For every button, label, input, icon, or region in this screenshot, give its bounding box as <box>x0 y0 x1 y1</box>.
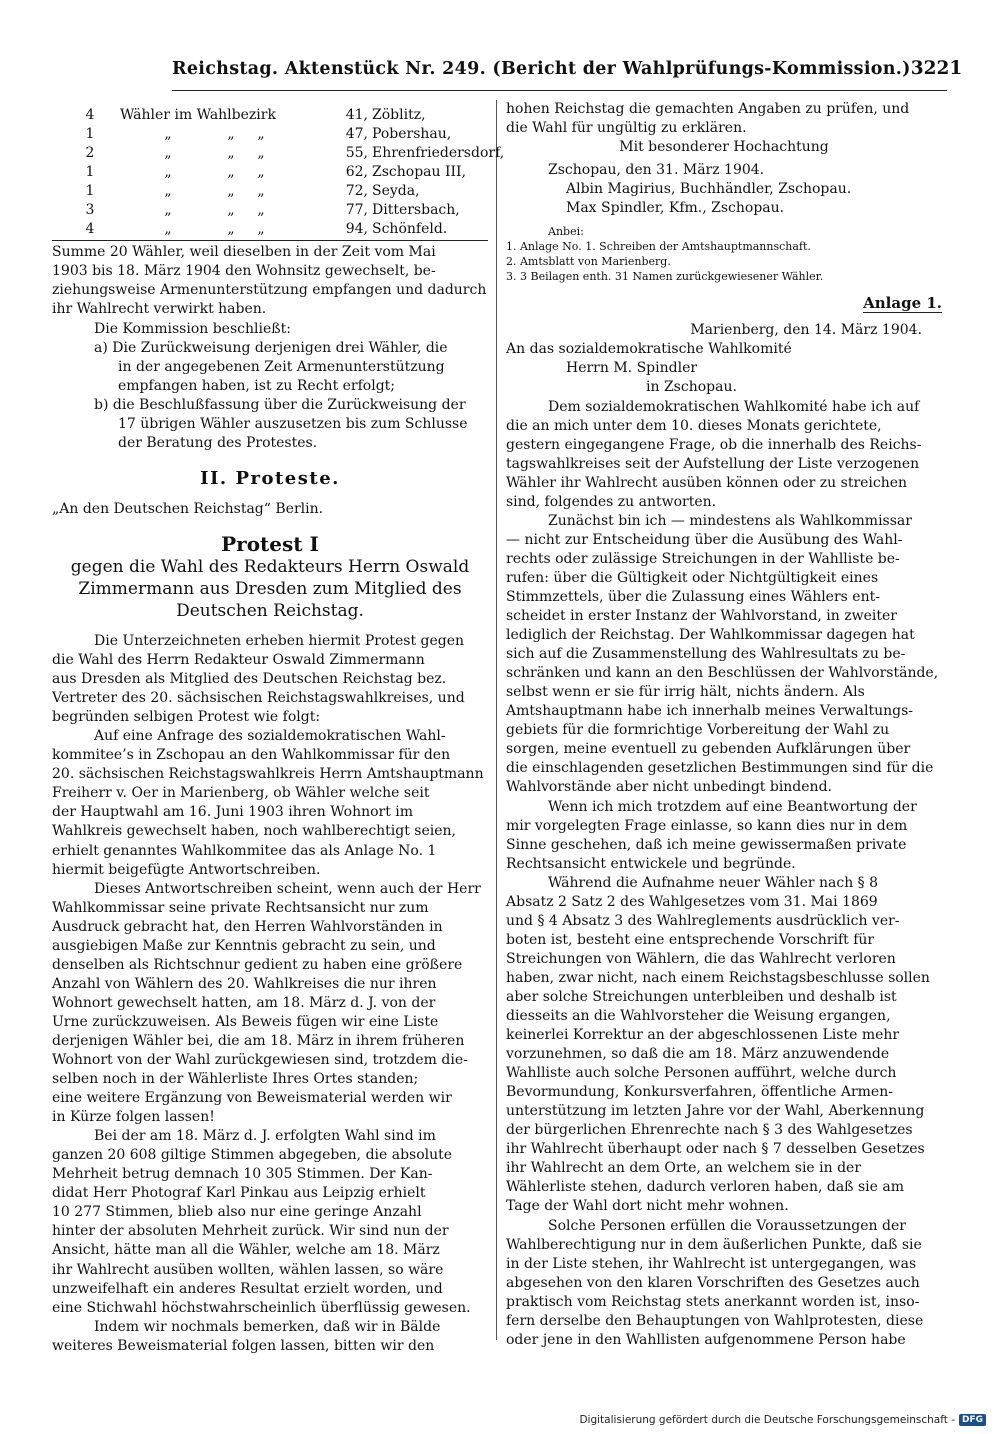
ditto-mark: „ <box>227 202 235 219</box>
voter-count: 4 <box>85 107 95 123</box>
text-line: Während die Aufnahme neuer Wähler nach § 8 <box>548 874 879 891</box>
text-line: abgesehen von den klaren Vorschriften des Gesetzes auch <box>506 1274 920 1291</box>
text-line: die Wahl für ungültig zu erklären. <box>506 120 747 137</box>
anlage-label-text: Anlage 1. <box>863 294 942 313</box>
text-line: tagswahlkreises seit der Aufstellung der Liste verzogenen <box>506 455 920 472</box>
text-line: erhielt genanntes Wahlkommitee das als Anlage No. 1 <box>52 842 437 859</box>
text-line: eine weitere Ergänzung von Beweismaterial werden wir <box>52 1090 452 1107</box>
right-column <box>506 100 942 1350</box>
footer-credit <box>579 1412 986 1428</box>
voter-text: „ <box>164 221 172 238</box>
text-line: Rechtsansicht entwickele und begründe. <box>506 855 796 872</box>
text-line: Ausdruck gebracht hat, den Herren Wahlvorständen in <box>52 918 443 935</box>
text-line: kommitee’s in Zschopau an den Wahlkommissar für den <box>52 747 451 764</box>
text-line: Stimmzettels, über die Zulassung eines Wählers ent- <box>506 588 880 605</box>
text-line: Zunächst bin ich — mindestens als Wahlkommissar <box>548 512 912 529</box>
ditto-mark: „ <box>227 183 235 200</box>
text-line: 2. Amtsblatt von Marienberg. <box>506 255 671 269</box>
ditto-mark: „ <box>257 202 265 219</box>
text-line: Wahlberechtigung nur in dem äußerlichen Punkte, daß sie <box>506 1236 922 1253</box>
text-line: Mehrheit betrug demnach 10 305 Stimmen. Der Kan- <box>52 1166 433 1183</box>
district-place: Dittersbach, <box>372 202 460 219</box>
right-intro <box>506 100 942 138</box>
dfg-logo: DFG <box>959 1414 986 1426</box>
text-line: diesseits an die Wahlvorsteher die Weisung ergangen, <box>506 1008 891 1025</box>
voter-table <box>52 106 505 241</box>
text-line: Max Spindler, Kfm., Zschopau. <box>566 200 785 217</box>
ditto-mark <box>216 106 246 125</box>
text-line: derjenigen Wähler bei, die am 18. März in ihrem früheren <box>52 1032 465 1049</box>
decision-item-a <box>52 339 488 396</box>
district-place: Seyda, <box>372 183 420 200</box>
text-line: eine Stichwahl höchstwahrscheinlich überflüssig gewesen. <box>52 1299 471 1316</box>
text-line: — nicht zur Entscheidung über die Ausübung des Wahl- <box>506 531 903 548</box>
text-line: b) die Beschlußfassung über die Zurückweisung der <box>94 396 466 413</box>
voter-text: „ <box>164 126 172 143</box>
district-number: 62, <box>345 164 368 181</box>
text-line: ausgiebigen Maße zur Kenntnis gebracht zu sein, und <box>52 937 436 954</box>
text-line: Summe 20 Wähler, weil dieselben in der Zeit vom Mai <box>52 244 436 261</box>
voter-count: 1 <box>85 164 95 181</box>
text-line: Wenn ich mich trotzdem auf eine Beantwortung der <box>548 798 917 815</box>
text-line: denselben als Richtschnur gedient zu haben eine größere <box>52 956 463 973</box>
text-line: sorgen, meine eventuell zu gebenden Aufklärungen über <box>506 741 911 758</box>
voter-count: 1 <box>85 126 95 143</box>
text-line: rechts oder zulässige Streichungen in der Wahlliste be- <box>506 550 900 567</box>
text-line: 1. Anlage No. 1. Schreiben der Amtshauptmannschaft. <box>506 240 811 254</box>
ditto-mark: „ <box>257 145 265 162</box>
text-line: Absatz 2 Satz 2 des Wahlgesetzes vom 31. Mai 1869 <box>506 893 878 910</box>
text-line: in Kürze folgen lassen! <box>52 1109 215 1126</box>
district-place: Pobershau, <box>372 126 452 143</box>
text-line: Freiherr v. Oer in Marienberg, ob Wähler welche seit <box>52 785 430 802</box>
voter-row <box>52 163 488 182</box>
text-line: selbst wenn er sie für irrig hält, nichts ändern. Als <box>506 684 865 701</box>
text-line: die Wahl des Herrn Redakteur Oswald Zimmermann <box>52 652 425 669</box>
signatures <box>506 180 942 218</box>
text-line: ihr Wahlrecht überhaupt oder nach § 7 desselben Gesetzes <box>506 1141 925 1158</box>
text-line: in der angegebenen Zeit Armenunterstützung <box>118 358 445 375</box>
protest-title: Protest I <box>221 531 319 556</box>
text-line: und § 4 Absatz 3 des Wahlreglements ausdrücklich ver- <box>506 912 900 929</box>
place-date: Zschopau, den 31. März 1904. <box>548 162 765 179</box>
text-line: Dem sozialdemokratischen Wahlkomité habe ich auf <box>548 398 920 415</box>
text-line: ihr Wahlrecht ausüben wollten, wählen lassen, so wäre <box>52 1261 444 1278</box>
greeting: Mit besonderer Hochachtung <box>619 139 829 156</box>
text-line: scheidet in erster Instanz der Wahlvorstand, in zweiter <box>506 608 897 625</box>
left-column <box>52 100 505 1354</box>
text-line: der Hauptwahl am 16. Juni 1903 ihren Wohnort im <box>52 804 414 821</box>
text-line: a) Die Zurückweisung derjenigen drei Wähler, die <box>94 339 448 356</box>
decision-item-b <box>52 396 488 453</box>
text-line: die an mich unter dem 10. dieses Monats gerichtete, <box>506 417 882 434</box>
text-line: schränken und kann an den Beschlüssen der Wahlvorstände, <box>506 665 939 682</box>
text-line: Wohnort von der Wahl zurückgewiesen sind, trotzdem die- <box>52 1052 468 1069</box>
summe-paragraph <box>52 243 488 319</box>
text-line: oder jene in den Wahllisten aufgenommene Person habe <box>506 1331 906 1348</box>
district-number: 55, <box>345 145 368 162</box>
text-line: Bevormundung, Konkursverfahren, öffentliche Armen- <box>506 1084 893 1101</box>
voter-row <box>52 220 488 241</box>
district-place: Zöblitz, <box>372 107 426 123</box>
page-header <box>172 58 963 91</box>
text-line: empfangen haben, ist zu Recht erfolgt; <box>118 377 396 394</box>
voter-row <box>52 106 488 125</box>
text-line: Solche Personen erfüllen die Voraussetzungen der <box>548 1217 906 1234</box>
voter-row <box>52 144 505 163</box>
text-line: Vertreter des 20. sächsischen Reichstagswahlkreises, und <box>52 690 465 707</box>
left-body-text <box>52 632 488 1356</box>
running-title: Reichstag. Aktenstück Nr. 249. (Bericht der Wahlprüfungs-Kommission.) <box>172 59 911 79</box>
ditto-mark: „ <box>227 126 235 143</box>
voter-count: 3 <box>85 202 95 219</box>
text-line: 20. sächsischen Reichstagswahlkreis Herrn Amtshauptmann <box>52 766 484 783</box>
text-line: die einschlagenden gesetzlichen Bestimmungen sind für die <box>506 760 934 777</box>
anlage-date: Marienberg, den 14. März 1904. <box>690 322 922 339</box>
text-line: Wohnort gewechselt hatten, am 18. März d. J. von der <box>52 994 436 1011</box>
ditto-mark: „ <box>227 164 235 181</box>
text-line: hohen Reichstag die gemachten Angaben zu prüfen, und <box>506 101 910 117</box>
ditto-mark: „ <box>227 145 235 162</box>
text-line: 3. 3 Beilagen enth. 31 Namen zurückgewiesener Wähler. <box>506 270 824 284</box>
ditto-mark: „ <box>257 126 265 143</box>
text-line: Zimmermann aus Dresden zum Mitglied des <box>78 578 462 599</box>
text-line: Ansicht, hätte man all die Wähler, welche am 18. März <box>52 1242 440 1259</box>
text-line: ihr Wahlrecht verwirkt haben. <box>52 301 267 318</box>
text-line: fern derselbe den Behauptungen von Wahlprotesten, diese <box>506 1312 924 1329</box>
text-line: sich auf die Zusammenstellung des Wahlresultats zu be- <box>506 646 906 663</box>
voter-text: Wähler im Wahlbezirk <box>120 107 276 123</box>
text-line: Die Unterzeichneten erheben hiermit Protest gegen <box>94 632 465 649</box>
text-line: mir vorgelegten Frage einlasse, so kann dies nur in dem <box>506 817 908 834</box>
district-number: 94, <box>345 221 368 238</box>
district-number: 47, <box>345 126 368 143</box>
text-line: Sinne geschehen, daß ich meine gewissermaßen private <box>506 836 907 853</box>
anbei-list <box>506 239 942 284</box>
text-line: unterstützung im letzten Jahre vor der Wahl, Aberkennung <box>506 1103 925 1120</box>
ditto-mark: „ <box>257 221 265 238</box>
text-line: Anzahl von Wählern des 20. Wahlkreises die nur ihren <box>52 975 437 992</box>
text-line: Wahlkreis gewechselt haben, noch wahlberechtigt seien, <box>52 823 457 840</box>
text-line: Wahlvorstände aber nicht unbedingt bindend. <box>506 779 832 796</box>
text-line: Albin Magirius, Buchhändler, Zschopau. <box>566 181 852 198</box>
district-number: 41, <box>345 107 368 123</box>
anlage-address <box>506 340 942 397</box>
protest-subtitle <box>52 556 488 622</box>
ditto-mark: „ <box>227 221 235 238</box>
text-line: hiermit beigefügte Antwortschreiben. <box>52 861 321 878</box>
page-number: 3221 <box>910 58 963 79</box>
district-number: 77, <box>345 202 368 219</box>
text-line: begründen selbigen Protest wie folgt: <box>52 709 321 726</box>
voter-text: „ <box>164 164 172 181</box>
right-body-text <box>506 398 942 1350</box>
text-line: rufen: über die Gültigkeit oder Nichtgültigkeit eines <box>506 569 879 586</box>
text-line: Wahlkommissar seine private Rechtsansicht nur zum <box>52 899 429 916</box>
anbei-label: Anbei: <box>548 225 584 239</box>
text-line: ziehungsweise Armenunterstützung empfangen und dadurch <box>52 282 487 299</box>
anbei-block <box>506 224 942 284</box>
district-place: Schönfeld. <box>372 221 448 238</box>
footer-text: Digitalisierung gefördert durch die Deutsche Forschungsgemeinschaft - <box>579 1414 955 1426</box>
anlage-label <box>506 294 942 313</box>
text-line: der bürgerlichen Ehrenrechte nach § 3 des Wahlgesetzes <box>506 1122 913 1139</box>
kommission-line: Die Kommission beschließt: <box>94 320 291 337</box>
text-line: Streichungen von Wählern, die das Wahlrecht verloren <box>506 950 896 967</box>
section-heading: II. Proteste. <box>200 467 340 489</box>
text-line: didat Herr Photograf Karl Pinkau aus Leipzig erhielt <box>52 1185 426 1202</box>
text-line: in Zschopau. <box>646 379 737 396</box>
voter-row <box>52 125 488 144</box>
text-line: Tage der Wahl dort nicht mehr wohnen. <box>506 1198 789 1215</box>
district-place: Ehrenfriedersdorf, <box>372 145 505 162</box>
ditto-mark: „ <box>257 164 265 181</box>
text-line: gegen die Wahl des Redakteurs Herrn Oswald <box>70 556 470 577</box>
text-line: An das sozialdemokratische Wahlkomité <box>506 341 792 358</box>
text-line: Auf eine Anfrage des sozialdemokratischen Wahl- <box>94 728 446 745</box>
text-line: Wählerliste stehen, dadurch verloren haben, daß sie am <box>506 1179 904 1196</box>
text-line: Wahlliste auch solche Personen aufführt, welche durch <box>506 1065 897 1082</box>
text-line: in der Liste stehen, ihr Wahlrecht ist untergegangen, was <box>506 1255 917 1272</box>
text-line: gestern eingegangene Frage, ob die innerhalb des Reichs- <box>506 436 922 453</box>
district-number: 72, <box>345 183 368 200</box>
district-place: Zschopau III, <box>372 164 467 181</box>
text-line: lediglich der Reichstag. Der Wahlkommissar dagegen hat <box>506 627 915 644</box>
text-line: Bei der am 18. März d. J. erfolgten Wahl sind im <box>94 1128 436 1145</box>
voter-text: „ <box>164 202 172 219</box>
text-line: Urne zurückzuweisen. Als Beweis fügen wir eine Liste <box>52 1013 439 1030</box>
text-line: sind, folgendes zu antworten. <box>506 493 717 510</box>
column-divider <box>496 100 497 1340</box>
voter-count: 2 <box>85 145 95 162</box>
text-line: Indem wir nochmals bemerken, daß wir in Bälde <box>94 1318 441 1335</box>
voter-count: 4 <box>85 221 95 238</box>
text-line: Dieses Antwortschreiben scheint, wenn auch der Herr <box>94 880 481 897</box>
text-line: haben, zwar nicht, nach einem Reichstagsbeschlusse sollen <box>506 969 930 986</box>
address-line: „An den Deutschen Reichstag“ Berlin. <box>52 500 324 517</box>
text-line: Amtshauptmann habe ich innerhalb meines Verwaltungs- <box>506 703 913 720</box>
text-line: unzweifelhaft ein anderes Resultat erzielt worden, und <box>52 1280 443 1297</box>
voter-text: „ <box>164 183 172 200</box>
text-line: aber solche Streichungen unterbleiben und deshalb ist <box>506 988 897 1005</box>
text-line: der Beratung des Protestes. <box>118 434 318 451</box>
text-line: boten ist, besteht eine entsprechende Vorschrift für <box>506 931 875 948</box>
text-line: gebiets für die formrichtige Vorbereitung der Wahl zu <box>506 722 890 739</box>
voter-row <box>52 182 488 201</box>
voter-row <box>52 201 488 220</box>
text-line: 1903 bis 18. März 1904 den Wohnsitz gewechselt, be- <box>52 263 436 280</box>
text-line: hinter der absoluten Mehrheit zurück. Wir sind nun der <box>52 1223 449 1240</box>
voter-count: 1 <box>85 183 95 200</box>
ditto-mark: „ <box>257 183 265 200</box>
text-line: 17 übrigen Wähler auszusetzen bis zum Schlusse <box>118 415 468 432</box>
text-line: aus Dresden als Mitglied des Deutschen Reichstag bez. <box>52 671 447 688</box>
text-line: praktisch vom Reichstag stets anerkannt worden ist, inso- <box>506 1293 920 1310</box>
voter-text: „ <box>164 145 172 162</box>
text-line: weiteres Beweismaterial folgen lassen, bitten wir den <box>52 1337 435 1354</box>
text-line: ganzen 20 608 giltige Stimmen abgegeben, die absolute <box>52 1147 453 1164</box>
ditto-mark <box>246 106 276 125</box>
text-line: keinerlei Korrektur an der abgeschlossenen Liste mehr <box>506 1027 900 1044</box>
text-line: Herrn M. Spindler <box>566 360 698 377</box>
text-line: ihr Wahlrecht an dem Orte, an welchem sie in der <box>506 1160 862 1177</box>
text-line: Wähler ihr Wahlrecht ausüben können oder zu streichen <box>506 474 908 491</box>
text-line: 10 277 Stimmen, blieb also nur eine geringe Anzahl <box>52 1204 422 1221</box>
text-line: vorzunehmen, so daß die am 18. März anzuwendende <box>506 1046 890 1063</box>
text-line: selben noch in der Wählerliste Ihres Ortes standen; <box>52 1071 419 1088</box>
text-line: Deutschen Reichstag. <box>176 600 364 621</box>
